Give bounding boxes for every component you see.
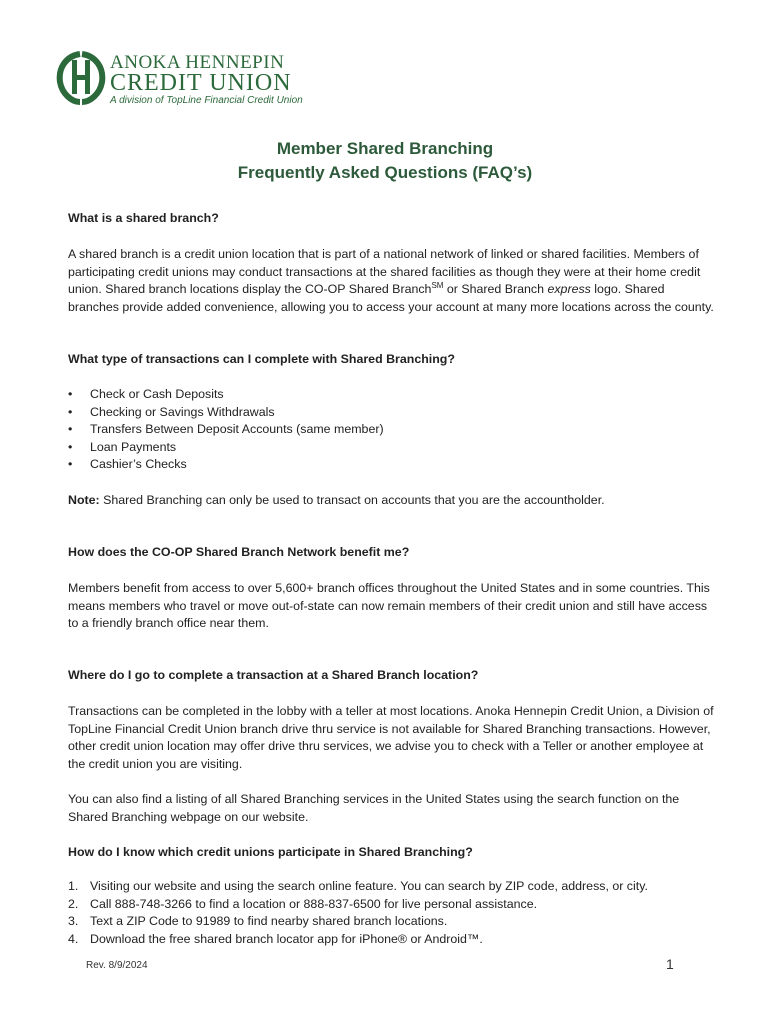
- faq-answer-3: Members benefit from access to over 5,600+ branch offices throughout the United States and in some countries. This means members who travel or move out-of-state can now remain members of their credit union and still have access to a friendly branch office near them.: [68, 581, 710, 631]
- page-title: Member Shared Branching: [276, 139, 494, 158]
- list-text: Call 888-748-3266 to find a location or 888-837-6500 for live personal assistance.: [90, 896, 538, 911]
- answer-1-text-b: or Shared Branch: [443, 282, 548, 297]
- faq-question-2: What type of transactions can I complete with Shared Branching?: [68, 352, 455, 366]
- list-item: • Cashier’s Checks: [68, 456, 718, 474]
- list-text: Visiting our website and using the search online feature. You can search by ZIP code, address, or city.: [90, 879, 648, 893]
- list-item: • Transfers Between Deposit Accounts (same member): [68, 421, 718, 439]
- logo-name-line1: ANOKA HENNEPIN: [110, 52, 285, 73]
- faq-question-1: What is a shared branch?: [68, 211, 219, 225]
- page-number: 1: [666, 956, 674, 972]
- list-item: [68, 931, 718, 949]
- logo-tagline: A division of TopLine Financial Credit Union: [110, 95, 303, 106]
- list-item: [68, 913, 718, 931]
- list-text: Text a ZIP Code to 91989 to find nearby shared branch locations.: [90, 914, 448, 929]
- revision-date: Rev. 8/9/2024: [86, 960, 148, 971]
- logo-mark-icon: [56, 48, 106, 108]
- faq-question-3: How does the CO-OP Shared Branch Network benefit me?: [68, 545, 410, 559]
- list-number: 2.: [68, 896, 79, 911]
- list-item: • Checking or Savings Withdrawals: [68, 404, 718, 422]
- faq-question-5: How do I know which credit unions participate in Shared Branching?: [68, 845, 473, 859]
- list-item: [68, 896, 718, 914]
- list-item: • Loan Payments: [68, 439, 718, 457]
- list-number: 4.: [68, 931, 79, 946]
- faq-question-4: Where do I go to complete a transaction at a Shared Branch location?: [68, 668, 479, 682]
- answer-1-text-c: logo. Shared branches provide added convenience, allowing you to access your account at many more locations across the county.: [68, 282, 714, 314]
- page-subtitle: Frequently Asked Questions (FAQ’s): [237, 163, 533, 182]
- list-number: 3.: [68, 914, 79, 929]
- faq-answer-1: [68, 246, 718, 316]
- transaction-type-list: [68, 386, 718, 474]
- answer-1-text-a: A shared branch is a credit union location that is part of a national network of linked or shared facilities. Members of participating credit unions may conduct transactions at the shared facilities as though they were at their home credit union. Shared branch locations display the CO-OP Shared Branch: [68, 247, 701, 297]
- faq-answer-4a: Transactions can be completed in the lobby with a teller at most locations. Anoka Hennepin Credit Union, a Division of TopLine Financial Credit Union branch drive thru service is not available for Shared Branching transactions. However, other credit union location may offer drive thru services, we advise you to check with a Teller or another employee at the credit union you are visiting.: [68, 704, 714, 771]
- note-text: Shared Branching can only be used to transact on accounts that you are the accountholder.: [99, 493, 605, 507]
- list-text: Download the free shared branch locator app for iPhone® or Android™.: [90, 931, 483, 946]
- note-paragraph: [68, 492, 718, 510]
- list-number: 1.: [68, 879, 79, 893]
- service-mark: SM: [431, 281, 444, 291]
- list-item: • Check or Cash Deposits: [68, 386, 718, 404]
- express-word: express: [547, 282, 591, 297]
- faq-answer-4b: You can also find a listing of all Shared Branching services in the United States using the search function on the Shared Branching webpage on our website.: [68, 792, 680, 824]
- logo-name-line2: CREDIT UNION: [110, 70, 292, 96]
- participation-list: [68, 878, 718, 948]
- list-item: [68, 878, 718, 896]
- credit-union-logo: [56, 46, 316, 110]
- note-label: Note:: [68, 493, 100, 507]
